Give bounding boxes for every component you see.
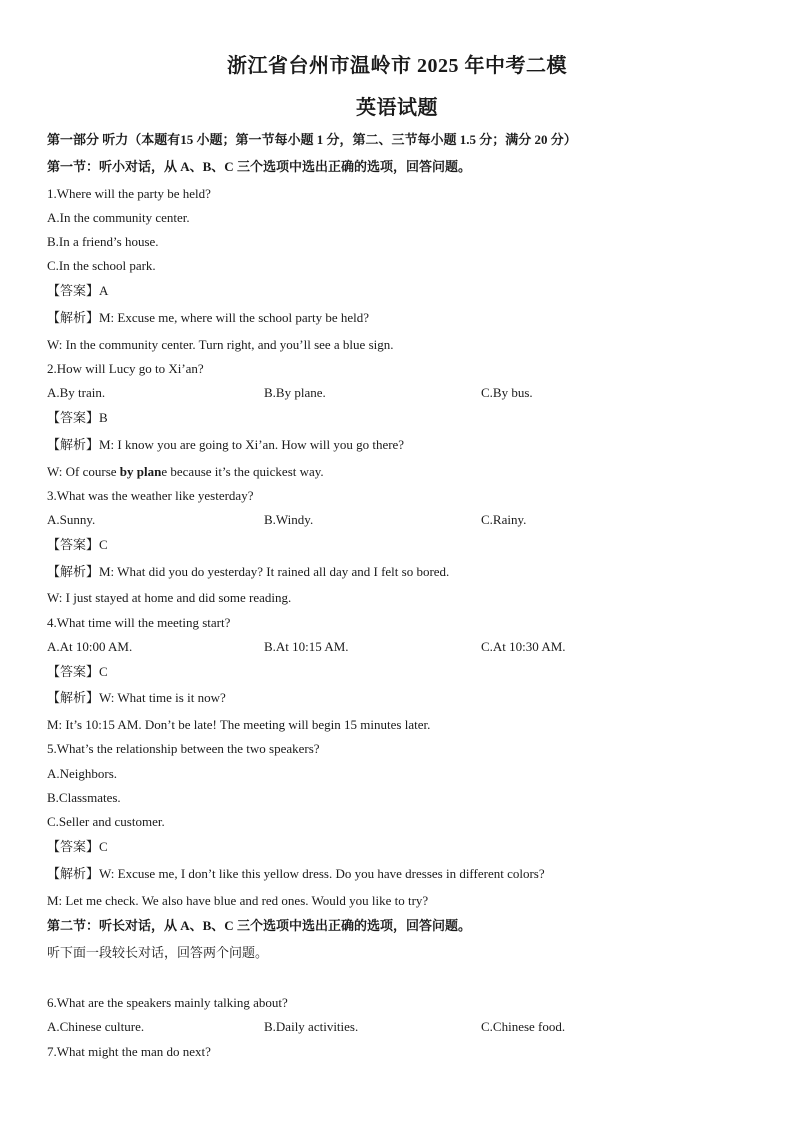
section1-header: 第一节：听小对话，从 A、B、C 三个选项中选出正确的选项，回答问题。 [47, 159, 471, 174]
q2-analysis-line1: 【解析】M: I know you are going to Xi’an. How will you go there? [47, 437, 405, 452]
q6-option-c: C.Chinese food. [481, 1019, 566, 1034]
q4-option-b: B.At 10:15 AM. [264, 639, 349, 654]
q2-option-a: A.By train. [47, 385, 106, 400]
q3-question: 3.What was the weather like yesterday? [47, 488, 254, 503]
q2-option-c: C.By bus. [481, 385, 533, 400]
q6-option-b: B.Daily activities. [264, 1019, 359, 1034]
section2-intro: 听下面一段较长对话，回答两个问题。 [47, 945, 269, 960]
q4-option-a: A.At 10:00 AM. [47, 639, 133, 654]
q2-analysis-line2 [47, 463, 324, 481]
q1-analysis-line2: W: In the community center. Turn right, and you’ll see a blue sign. [47, 337, 394, 352]
q5-option-a: A.Neighbors. [47, 766, 118, 781]
q4-analysis-line2: M: It’s 10:15 AM. Don’t be late! The meeting will begin 15 minutes later. [47, 717, 431, 732]
q4-question: 4.What time will the meeting start? [47, 615, 231, 630]
q3-option-a: A.Sunny. [47, 512, 96, 527]
q5-analysis-line2: M: Let me check. We also have blue and red ones. Would you like to try? [47, 893, 429, 908]
q1-analysis-line1: 【解析】M: Excuse me, where will the school party be held? [47, 310, 370, 325]
q5-answer: 【答案】C [47, 839, 108, 854]
q4-analysis-line1: 【解析】W: What time is it now? [47, 690, 226, 705]
q1-answer: 【答案】A [47, 283, 109, 298]
q1-option-c: C.In the school park. [47, 258, 156, 273]
q5-option-b: B.Classmates. [47, 790, 121, 805]
q1-option-b: B.In a friend’s house. [47, 234, 159, 249]
q1-question: 1.Where will the party be held? [47, 186, 211, 201]
q1-option-a: A.In the community center. [47, 210, 190, 225]
q5-option-c: C.Seller and customer. [47, 814, 165, 829]
q2-analysis-post: e because it’s the quickest way. [161, 464, 324, 479]
q4-answer: 【答案】C [47, 664, 108, 679]
page-subtitle: 英语试题 [356, 97, 438, 119]
q7-question: 7.What might the man do next? [47, 1044, 211, 1059]
section2-header: 第二节：听长对话，从 A、B、C 三个选项中选出正确的选项，回答问题。 [47, 918, 471, 933]
q3-analysis-line2: W: I just stayed at home and did some reading. [47, 590, 292, 605]
q6-question: 6.What are the speakers mainly talking about? [47, 995, 288, 1010]
q3-analysis-line1: 【解析】M: What did you do yesterday? It rained all day and I felt so bored. [47, 564, 450, 579]
q2-question: 2.How will Lucy go to Xi’an? [47, 361, 204, 376]
q3-option-c: C.Rainy. [481, 512, 527, 527]
part1-header: 第一部分 听力（本题有15 小题；第一节每小题 1 分，第二、三节每小题 1.5 分；满分 20 分） [47, 132, 577, 147]
q3-option-b: B.Windy. [264, 512, 314, 527]
q5-analysis-line1: 【解析】W: Excuse me, I don’t like this yellow dress. Do you have dresses in different colors? [47, 866, 545, 881]
q4-option-c: C.At 10:30 AM. [481, 639, 566, 654]
page-title: 浙江省台州市温岭市 2025 年中考二模 [227, 55, 567, 77]
q3-answer: 【答案】C [47, 537, 108, 552]
q2-analysis-pre: W: Of course [47, 464, 120, 479]
q2-option-b: B.By plane. [264, 385, 326, 400]
q5-question: 5.What’s the relationship between the two speakers? [47, 741, 320, 756]
q2-analysis-bold: by plan [119, 464, 162, 479]
q6-option-a: A.Chinese culture. [47, 1019, 145, 1034]
q2-answer: 【答案】B [47, 410, 108, 425]
